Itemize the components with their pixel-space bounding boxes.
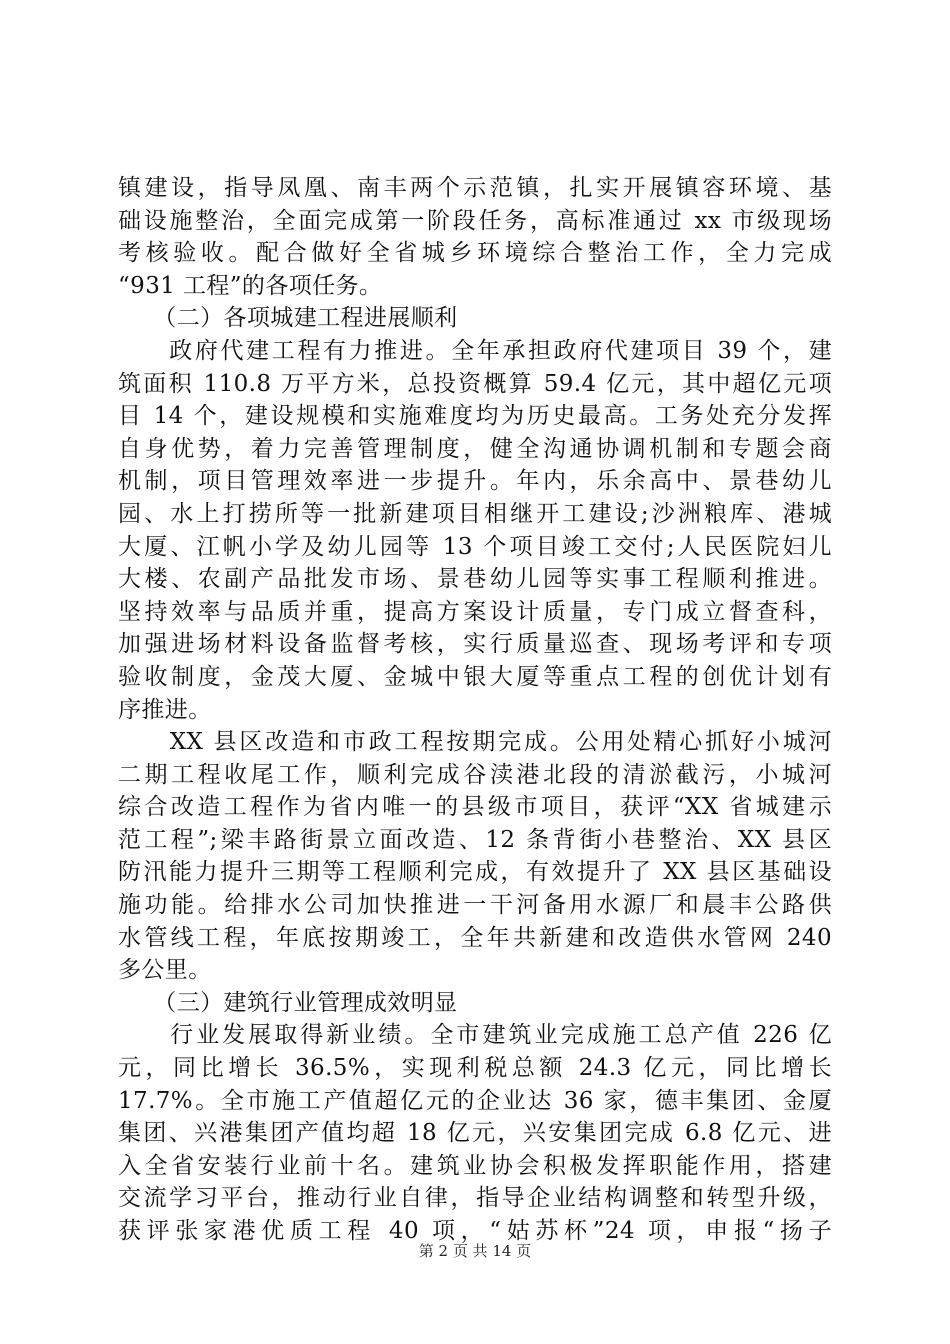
text-line: 自身优势，着力完善管理制度，健全沟通协调机制和专题会商 [118,435,832,462]
text-line: 范工程”;梁丰路街景立面改造、12 条背街小巷整治、XX 县区 [118,826,832,853]
text-line: （二）各项城建工程进展顺利 [118,305,458,332]
text-line: （三）建筑行业管理成效明显 [118,989,458,1016]
text-line: 大楼、农副产品批发市场、景巷幼儿园等实事工程顺利推进。 [118,566,832,593]
text-line: 元，同比增长 36.5%，实现利税总额 24.3 亿元，同比增长 [118,1055,832,1082]
text-line: 坚持效率与品质并重，提高方案设计质量，专门成立督查科， [118,598,832,625]
text-line: 础设施整治，全面完成第一阶段任务，高标准通过 xx 市级现场 [118,207,832,234]
text-line: 集团、兴港集团产值均超 18 亿元，兴安集团完成 6.8 亿元、进 [118,1120,832,1147]
text-line: 多公里。 [118,957,212,984]
text-line: 园、水上打捞所等一批新建项目相继开工建设;沙洲粮库、港城 [118,500,832,527]
text-line: 水管线工程，年底按期竣工，全年共新建和改造供水管网 240 [118,924,832,951]
text-line: 机制，项目管理效率进一步提升。年内，乐余高中、景巷幼儿 [118,468,832,495]
text-line: 镇建设，指导凤凰、南丰两个示范镇，扎实开展镇容环境、基 [118,175,832,201]
text-line: 施功能。给排水公司加快推进一干河备用水源厂和晨丰公路供 [118,892,832,919]
text-line: 考核验收。配合做好全省城乡环境综合整治工作，全力完成 [118,240,832,267]
text-line: 加强进场材料设备监督考核，实行质量巡查、现场考评和专项 [118,631,832,658]
page-number-footer: 第 2 页 共 14 页 [418,1242,532,1260]
text-line: 序推进。 [118,696,212,723]
text-line: 二期工程收尾工作，顺利完成谷渎港北段的清淤截污，小城河 [118,761,832,788]
text-line: “931 工程”的各项任务。 [118,272,383,299]
document-body [118,172,832,1248]
text-line: 17.7%。全市施工产值超亿元的企业达 36 家，德丰集团、金厦 [118,1087,832,1114]
text-line: 行业发展取得新业绩。全市建筑业完成施工总产值 226 亿 [118,1022,832,1049]
text-line: 筑面积 110.8 万平方米，总投资概算 59.4 亿元，其中超亿元项 [118,370,832,397]
text-line: 综合改造工程作为省内唯一的县级市项目，获评“XX 省城建示 [118,794,832,821]
text-line: 验收制度，金茂大厦、金城中银大厦等重点工程的创优计划有 [118,663,832,690]
text-line: XX 县区改造和市政工程按期完成。公用处精心抓好小城河 [118,729,832,756]
text-line: 获评张家港优质工程 40 项，“姑苏杯”24 项，申报“扬子 [118,1218,832,1244]
text-line: 防汛能力提升三期等工程顺利完成，有效提升了 XX 县区基础设 [118,859,832,886]
text-line: 交流学习平台，推动行业自律，指导企业结构调整和转型升级， [118,1185,832,1212]
text-line: 目 14 个，建设规模和实施难度均为历史最高。工务处充分发挥 [118,403,832,430]
text-line: 政府代建工程有力推进。全年承担政府代建项目 39 个，建 [118,337,832,364]
text-line: 入全省安装行业前十名。建筑业协会积极发挥职能作用，搭建 [118,1152,832,1179]
text-line: 大厦、江帆小学及幼儿园等 13 个项目竣工交付;人民医院妇儿 [118,533,832,560]
